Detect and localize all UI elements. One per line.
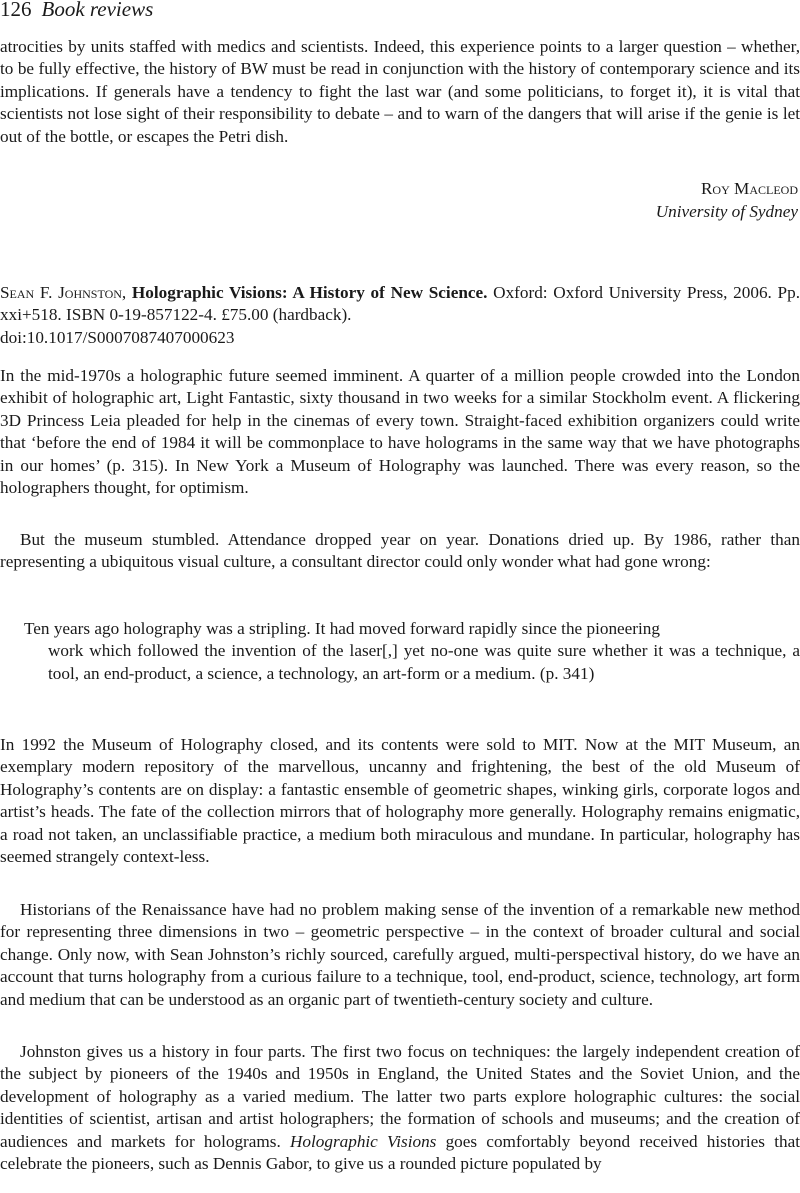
previous-review-closing-paragraph: atrocities by units staffed with medics and scientists. Indeed, this experience points to a larger question – whether, to be fully effective, the history of BW must be read in conjunction with the history of contemporary science and its implications. If generals have a tendency to fight the last war (and some politicians, to forget it), it is vital that scientists not lose sight of their responsibility to debate – and to warn of the dangers that will arise if the genie is let out of the bottle, or escapes the Petri dish.: [0, 37, 800, 146]
previous-reviewer-affiliation: University of Sydney: [655, 202, 798, 221]
running-head: [0, 0, 153, 24]
section-title: Book reviews: [41, 0, 154, 21]
block-quote-continuation: work which followed the invention of the laser[,] yet no-one was quite sure whether it was a technique, a tool, an end-product, a science, a technology, an art-form or a medium. (p. 341): [48, 641, 800, 683]
block-quote-first-line: Ten years ago holography was a stripling. It had moved forward rapidly since the pioneering: [24, 619, 660, 638]
review-paragraph-2: But the museum stumbled. Attendance dropped year on year. Donations dried up. By 1986, rather than representing a ubiquitous visual culture, a consultant director could only wonder what had gone wrong:: [0, 530, 800, 572]
review-paragraph-5: Johnston gives us a history in four parts. The first two focus on techniques: the largely independent creation of the subject by pioneers of the 1940s and 1950s in England, the United States and the Soviet Union, and the development of holography as a varied medium. The latter two parts explore holographic cultures: the social identities of scientist, artisan and artist holographers; the formation of schools and museums; and the creation of audiences and markets for holograms. Holographic Visions goes comfortably beyond received histories that celebrate the pioneers, such as Dennis Gabor, to give us a rounded picture populated by: [0, 1042, 800, 1174]
publication-details: Oxford: Oxford University Press, 2006. Pp. xxi+518. ISBN 0-19-857122-4. £75.00 (hardback).: [0, 283, 800, 325]
doi: doi:10.1017/S0007087407000623: [0, 328, 235, 347]
book-title: Holographic Visions: A History of New Science.: [131, 283, 488, 302]
review-paragraph-1: In the mid-1970s a holographic future seemed imminent. A quarter of a million people crowded into the London exhibit of holographic art, Light Fantastic, sixty thousand in two weeks for a similar Stockholm event. A flickering 3D Princess Leia pleaded for help in the cinemas of every town. Straight-faced exhibition organizers could write that ‘before the end of 1984 it will be commonplace to have holograms in the same way that we have photographs in our homes’ (p. 315). In New York a Museum of Holography was launched. There was every reason, so the holographers thought, for optimism.: [0, 366, 800, 498]
review-paragraph-4: Historians of the Renaissance have had no problem making sense of the invention of a remarkable new method for representing three dimensions in two – geometric perspective – in the context of broader cultural and social change. Only now, with Sean Johnston’s richly sourced, carefully argued, multi-perspectival history, do we have an account that turns holography from a curious failure to a technique, tool, end-product, science, technology, art form and medium that can be understood as an organic part of twentieth-century society and culture.: [0, 900, 800, 1009]
review-paragraph-3: In 1992 the Museum of Holography closed, and its contents were sold to MIT. Now at the MIT Museum, an exemplary modern repository of the marvellous, uncanny and frightening, the best of the old Museum of Holography’s contents are on display: a fantastic ensemble of geometric shapes, winking girls, corporate logos and artist’s heads. The fate of the collection mirrors that of holography more generally. Holography remains enigmatic, a road not taken, an unclassifiable practice, a medium both miraculous and mundane. In particular, holography has seemed strangely context-less.: [0, 735, 800, 867]
book-author: Sean F. Johnston,: [0, 283, 127, 302]
block-quote: [24, 618, 800, 685]
previous-reviewer-name: Roy Macleod: [700, 179, 798, 198]
page-number: 126: [0, 0, 32, 21]
review-citation: [0, 282, 800, 327]
book-title-italic: Holographic Visions: [289, 1131, 437, 1151]
